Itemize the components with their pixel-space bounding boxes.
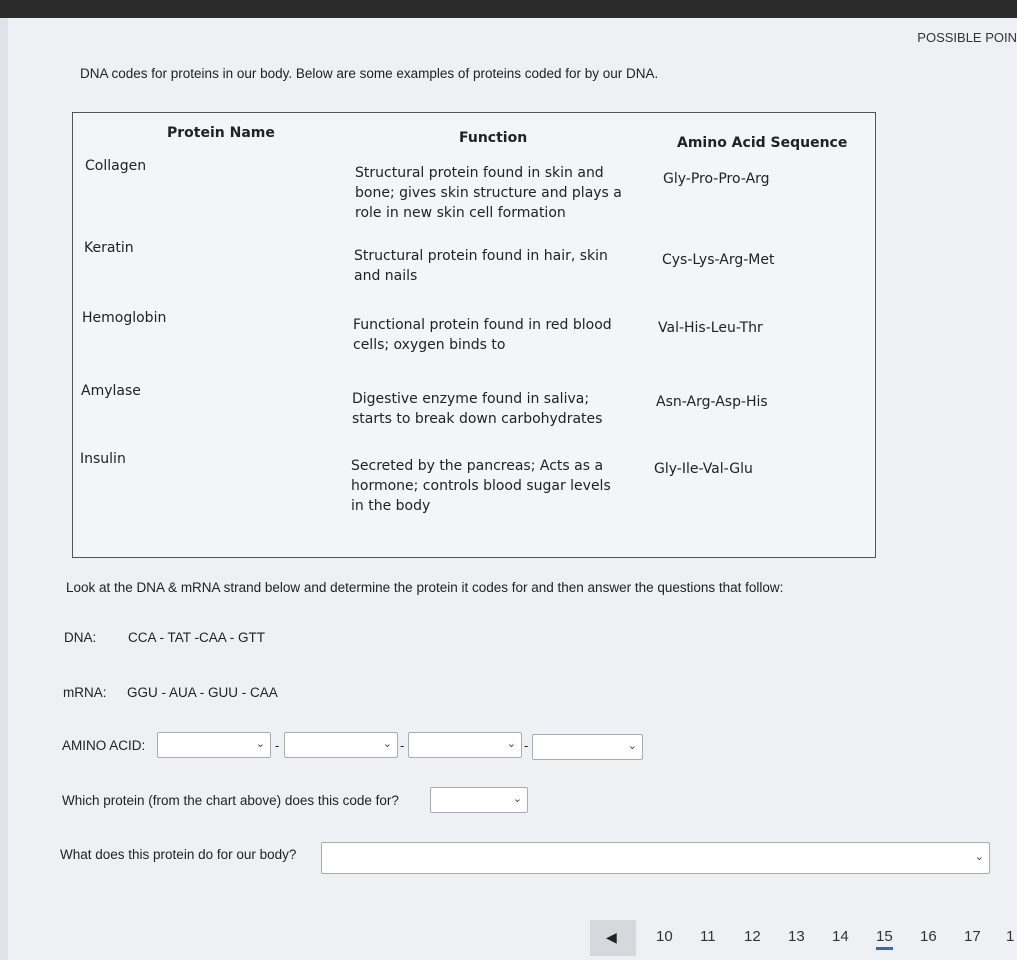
chevron-down-icon: ⌄ bbox=[382, 738, 392, 750]
chevron-down-icon: ⌄ bbox=[506, 738, 516, 750]
amino-acid-select-2[interactable] bbox=[284, 732, 398, 758]
which-protein-question: Which protein (from the chart above) does this code for? bbox=[62, 793, 399, 808]
mrna-sequence: GGU - AUA - GUU - CAA bbox=[127, 685, 278, 700]
chevron-left-icon: ◀ bbox=[606, 929, 617, 945]
amino-dash-1: - bbox=[275, 738, 280, 753]
chevron-down-icon: ⌄ bbox=[627, 740, 637, 752]
amino-dash-2: - bbox=[400, 738, 405, 753]
page-16[interactable]: 16 bbox=[920, 928, 937, 945]
row-amylase-name: Amylase bbox=[81, 383, 141, 399]
previous-page-button[interactable] bbox=[590, 920, 636, 956]
protein-function-question: What does this protein do for our body? bbox=[60, 847, 297, 862]
intro-text: DNA codes for proteins in our body. Below are some examples of proteins coded for by our DNA. bbox=[80, 66, 659, 81]
row-hemoglobin-function: Functional protein found in red blood cells; oxygen binds to bbox=[353, 317, 612, 353]
row-keratin-name: Keratin bbox=[84, 240, 134, 256]
protein-select[interactable] bbox=[430, 787, 528, 813]
row-amylase-sequence: Asn-Arg-Asp-His bbox=[656, 394, 768, 410]
header-amino-sequence: Amino Acid Sequence bbox=[677, 135, 848, 151]
amino-acid-select-4[interactable] bbox=[532, 734, 643, 760]
page-12[interactable]: 12 bbox=[744, 928, 761, 945]
chevron-down-icon: ⌄ bbox=[974, 851, 984, 863]
page-13[interactable]: 13 bbox=[788, 928, 805, 945]
amino-acid-select-3[interactable] bbox=[408, 732, 522, 758]
row-hemoglobin-sequence: Val-His-Leu-Thr bbox=[658, 320, 763, 336]
dna-label: DNA: bbox=[64, 630, 97, 645]
row-keratin-function: Structural protein found in hair, skin and nails bbox=[354, 248, 608, 284]
browser-top-bar bbox=[0, 0, 1017, 18]
amino-acid-select-1[interactable] bbox=[157, 732, 271, 758]
row-collagen-sequence: Gly-Pro-Pro-Arg bbox=[663, 171, 770, 187]
possible-points-label: POSSIBLE POIN bbox=[917, 30, 1017, 45]
instructions-text: Look at the DNA & mRNA strand below and determine the protein it codes for and then answer the questions that follow: bbox=[66, 580, 784, 595]
row-amylase-function: Digestive enzyme found in saliva; starts to break down carbohydrates bbox=[352, 391, 603, 427]
mrna-label: mRNA: bbox=[63, 685, 107, 700]
protein-table bbox=[72, 112, 876, 558]
row-hemoglobin-name: Hemoglobin bbox=[82, 310, 167, 326]
row-collagen-function: Structural protein found in skin and bone; gives skin structure and plays a role in new skin cell formation bbox=[355, 165, 622, 221]
chevron-down-icon: ⌄ bbox=[255, 738, 265, 750]
row-keratin-sequence: Cys-Lys-Arg-Met bbox=[662, 252, 775, 268]
page-14[interactable]: 14 bbox=[832, 928, 849, 945]
row-insulin-sequence: Gly-Ile-Val-Glu bbox=[654, 461, 753, 477]
page-11[interactable]: 11 bbox=[700, 928, 716, 945]
page-next-partial[interactable]: 1 bbox=[1006, 928, 1015, 945]
pagination bbox=[590, 918, 1017, 958]
page-15-current[interactable]: 15 bbox=[876, 928, 893, 950]
header-function: Function bbox=[459, 130, 528, 146]
row-insulin-name: Insulin bbox=[80, 451, 126, 467]
page-10[interactable]: 10 bbox=[656, 928, 673, 945]
row-collagen-name: Collagen bbox=[85, 158, 147, 174]
amino-dash-3: - bbox=[524, 738, 529, 753]
row-insulin-function: Secreted by the pancreas; Acts as a hormone; controls blood sugar levels in the body bbox=[351, 458, 611, 514]
dna-sequence: CCA - TAT -CAA - GTT bbox=[128, 630, 266, 645]
page-17[interactable]: 17 bbox=[964, 928, 981, 945]
protein-function-select[interactable] bbox=[321, 842, 990, 874]
chevron-down-icon: ⌄ bbox=[512, 793, 522, 805]
header-protein-name: Protein Name bbox=[167, 125, 275, 141]
amino-acid-label: AMINO ACID: bbox=[62, 738, 146, 753]
